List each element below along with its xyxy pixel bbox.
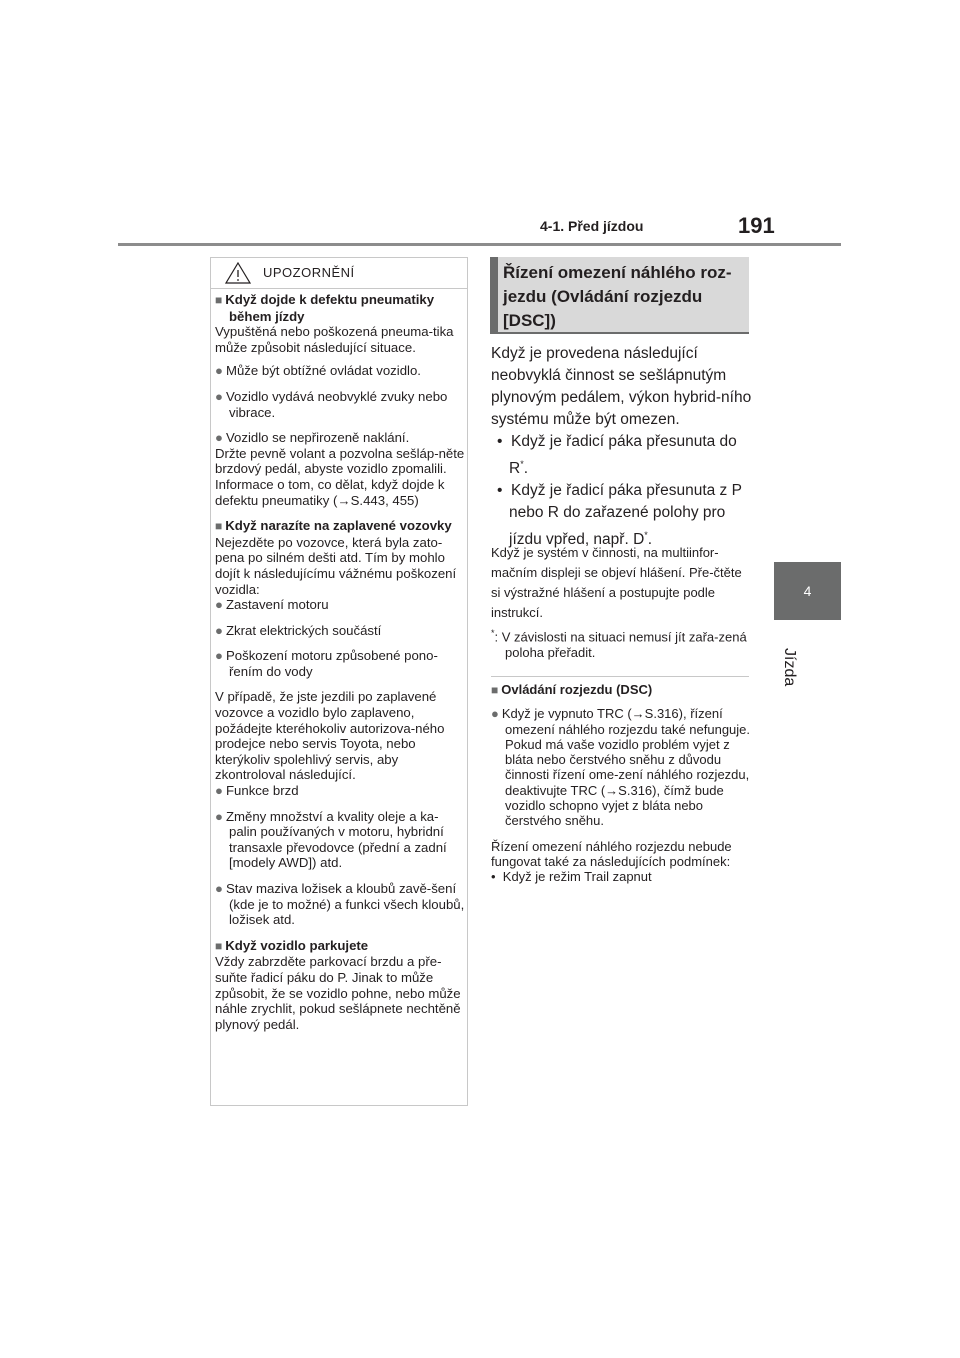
list-item: ● Může být obtížné ovládat vozidlo.	[215, 363, 421, 379]
flood-heading: Když narazíte na zaplavené vozovky	[225, 518, 452, 534]
info-block	[491, 543, 753, 623]
dsc-block	[491, 682, 753, 885]
list-item: ● Změny množství a kvality oleje a ka-palin používaných v motoru, hybridní transaxle převodovce (přední a zadní [modely AWD]) atd.	[215, 808, 447, 871]
intro-block	[491, 343, 753, 551]
flat-tire-text: Vypuštěná nebo poškozená pneuma-tika může způsobit následující situace.	[215, 324, 454, 355]
list-item: • Když je řadicí páka přesunuta do R*.	[497, 433, 737, 478]
park-text: Vždy zabrzděte parkovací brzdu a pře-suňte řadicí páku do P. Jinak to může způsobit, že se vozidlo pohne, nebo může náhle zrychlit, pokud sešlápnete nechtěně plynový pedál.	[215, 954, 461, 1032]
caution-title: UPOZORNĚNÍ	[263, 265, 355, 280]
flood-after: V případě, že jste jezdili po zaplavené vozovce a vozidlo bylo zaplaveno, požádejte kteréhokoliv autorizova-ného prodejce nebo servis Toyota, nebo kterýkoliv spolehlivý servis, aby zkontroloval následující.	[215, 689, 445, 783]
list-item: ● Poškození motoru způsobené pono-řením do vody	[215, 648, 438, 679]
list-item: ● Zastavení motoru	[215, 597, 329, 613]
bullet-dot-icon: ●	[215, 430, 223, 446]
list-item: ● Zkrat elektrických součástí	[215, 622, 382, 638]
square-bullet-icon: ■	[215, 293, 223, 307]
bullet-dot-icon: ●	[215, 622, 223, 638]
chapter-tab[interactable]	[774, 562, 841, 620]
bullet-dot-icon: ●	[491, 706, 499, 722]
divider	[491, 676, 749, 677]
list-item: ● Stav maziva ložisek a kloubů zavě-šení (kde je to možné) a funkci všech kloubů, ložisek atd.	[215, 881, 465, 928]
chapter-number: 4	[803, 583, 812, 599]
caution-header	[211, 258, 467, 289]
chapter-label: Jízda	[781, 648, 798, 687]
section-title: 4-1. Před jízdou	[540, 218, 644, 234]
list-item: • Když je řadicí páka přesunuta z P nebo R do zařazené polohy pro jízdu vpřed, např. D*.	[497, 482, 742, 549]
list-item: ● Když je vypnuto TRC (→S.316), řízení omezení náhlého rozjezdu také nefunguje. Pokud má vaše vozidlo problém vyjet z bláta nebo čerstvého sněhu z důvodu činnosti řízení ome-zení náhlého rozjezdu, deaktivujte TRC (→S.316), čímž bude vozidlo schopno vyjet z bláta nebo čerstvého sněhu.	[491, 706, 751, 829]
list-item: • Když je režim Trail zapnut	[491, 869, 652, 885]
warning-icon	[225, 262, 251, 284]
intro-text: Když je provedena následující neobvyklá činnost se sešlápnutým plynovým pedálem, výkon hybrid-ního systému může být omezen.	[491, 345, 752, 428]
flat-tire-ref[interactable]: Informace o tom, co dělat, když dojde k defektu pneumatiky (→S.443, 455)	[215, 476, 445, 508]
flat-tire-after: Držte pevně volant a pozvolna sešláp-něte brzdový pedál, abyste vozidlo zpomalili.	[215, 445, 465, 477]
square-bullet-icon: ■	[215, 938, 223, 953]
park-heading: Když vozidlo parkujete	[225, 937, 369, 953]
flood-text: Nejezděte po vozovce, která byla zato-pena po silném dešti atd. Tím by mohlo dojít k následujícímu vážnému poškození vozidla:	[215, 534, 457, 597]
caution-box	[210, 257, 468, 1106]
info-text: Když je systém v činnosti, na multiinfor-mačním displeji se objeví hlášení. Pře-čtěte si výstražné hlášení a postupujte podle instrukcí.	[491, 545, 742, 620]
bullet-dot-icon: ●	[215, 881, 223, 896]
bullet-dot-icon: ●	[215, 648, 223, 664]
bullet-dot-icon: ●	[215, 808, 223, 824]
dsc-text: Řízení omezení náhlého rozjezdu nebude fungovat také za následujících podmínek:	[491, 838, 732, 869]
bullet-dot-icon: ●	[215, 597, 223, 613]
list-item: ● Vozidlo vydává neobvyklé zvuky nebo vibrace.	[215, 388, 448, 420]
footnote: *: V závislosti na situaci nemusí jít zařa-zená poloha přeřadit.	[491, 628, 747, 660]
heading-accent-bar	[490, 257, 498, 332]
list-item: ● Funkce brzd	[215, 783, 299, 799]
flat-tire-heading: Když dojde k defektu pneumatiky během jízdy	[225, 292, 435, 324]
square-bullet-icon: ■	[215, 519, 223, 534]
bullet-dot-icon: ●	[215, 388, 223, 404]
section-heading-box	[490, 257, 749, 334]
square-bullet-icon: ■	[491, 683, 499, 697]
section-heading: Řízení omezení náhlého roz-jezdu (Ovládání rozjezdu [DSC])	[503, 263, 732, 330]
bullet-dot-icon: ●	[215, 363, 223, 379]
bullet-dot-icon: ●	[215, 783, 223, 799]
header-divider	[118, 243, 841, 246]
dsc-heading: Ovládání rozjezdu (DSC)	[501, 682, 653, 697]
list-item: ● Vozidlo se nepřirozeně naklání.	[215, 430, 410, 446]
page-number: 191	[738, 213, 775, 238]
